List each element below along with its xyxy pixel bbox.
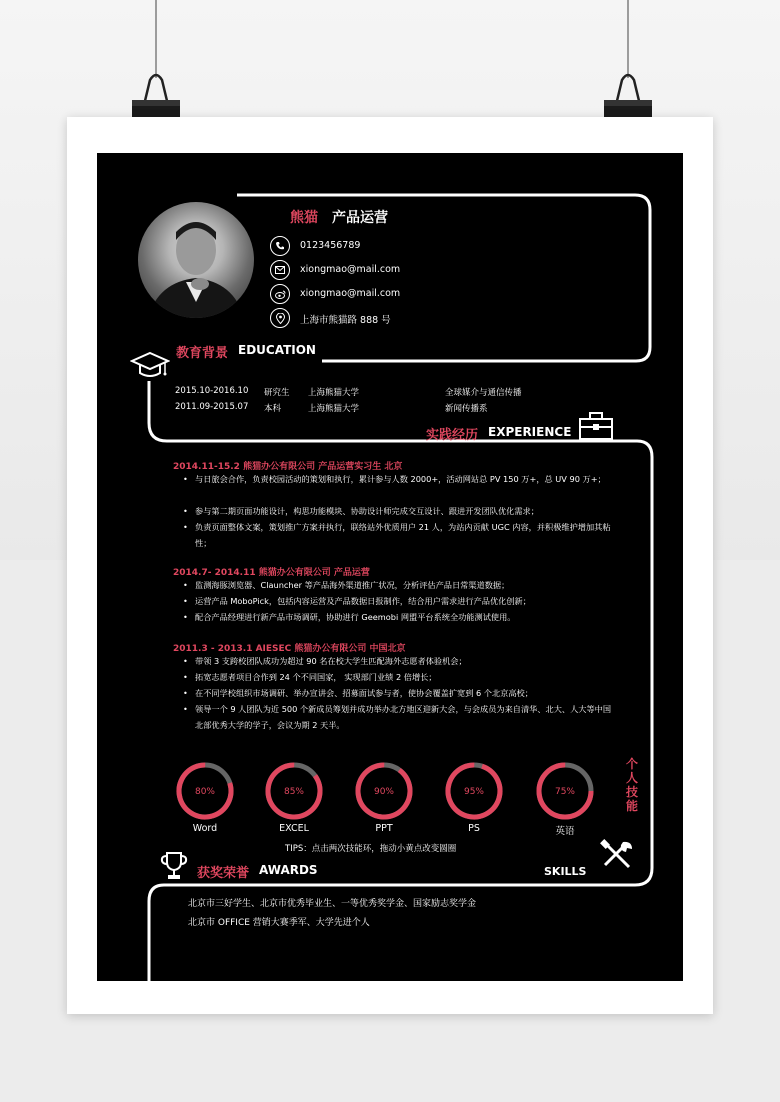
contact-weibo: xiongmao@mail.com bbox=[300, 288, 401, 299]
skill-ring-2[interactable] bbox=[348, 755, 421, 828]
skill-label: PS bbox=[468, 823, 480, 834]
profile-name: 熊猫 bbox=[290, 210, 318, 226]
edu-school-2: 上海熊猫大学 bbox=[308, 404, 360, 414]
location-icon bbox=[270, 308, 290, 328]
binder-clip-right bbox=[602, 0, 654, 135]
skill-percent: 95% bbox=[463, 787, 485, 797]
skills-tips[interactable]: TIPS：点击两次技能环，拖动小黄点改变圆圈 bbox=[285, 844, 457, 854]
job-header-2: 2014.7- 2014.11 熊猫办公有限公司 产品运营 bbox=[173, 568, 370, 578]
mail-icon bbox=[270, 260, 290, 280]
skill-rings bbox=[97, 753, 683, 833]
graduation-cap-icon bbox=[130, 351, 170, 383]
awards-title-cn: 获奖荣誉 bbox=[197, 866, 250, 881]
job2-bullet-3: • 配合产品经理进行新产品市场调研，协助进行 Geemobi 网盟平台系统全功能测试使用。 bbox=[183, 612, 516, 622]
skill-ring-3[interactable] bbox=[441, 758, 507, 824]
skills-title-cn: 个人技能 bbox=[625, 757, 638, 813]
edu-major-2: 新闻传播系 bbox=[445, 404, 488, 414]
skill-ring-4[interactable] bbox=[539, 765, 591, 817]
edu-school-1: 上海熊猫大学 bbox=[308, 388, 360, 398]
edu-period-1: 2015.10-2016.10 bbox=[175, 386, 249, 396]
job3-bullet-4: • 领导一个 9 人团队为近 500 个新成员筹划并成功举办北方地区迎新大会，与会成员为来自清华、北大、人大等中国北部优秀大学的学子，会议为期 2 天半。 bbox=[183, 704, 612, 730]
edu-major-1: 全球媒介与通信传播 bbox=[445, 388, 522, 398]
phone-icon bbox=[270, 236, 290, 256]
avatar bbox=[138, 202, 254, 318]
education-title-en: EDUCATION bbox=[238, 343, 316, 357]
job3-bullet-1: • 带领 3 支跨校团队成功为超过 90 名在校大学生匹配海外志愿者体验机会； bbox=[183, 656, 467, 666]
job2-bullet-1: • 监测海豚浏览器、Clauncher 等产品海外渠道推广状况，分析评估产品日常渠道数据； bbox=[183, 580, 510, 590]
resume bbox=[97, 153, 683, 981]
tools-icon bbox=[599, 839, 637, 871]
skill-percent: 90% bbox=[373, 787, 395, 797]
skill-label: EXCEL bbox=[279, 823, 309, 834]
contact-phone: 0123456789 bbox=[300, 240, 361, 251]
award-line-2: 北京市 OFFICE 营销大赛季军、大学先进个人 bbox=[188, 918, 370, 928]
skill-percent: 80% bbox=[194, 787, 216, 797]
job1-bullet-2: • 参与第二期页面功能设计，构思功能模块、协助设计师完成交互设计、跟进开发团队优化需求； bbox=[183, 506, 539, 516]
skill-label: PPT bbox=[375, 823, 393, 834]
contact-email: xiongmao@mail.com bbox=[300, 264, 401, 275]
job1-bullet-3: • 负责页面整体文案，策划推广方案并执行，联络站外优质用户 21 人，为站内贡献 UGC 内容，并积极维护增加其粘性； bbox=[183, 522, 611, 548]
job-header-3: 2011.3 - 2013.1 AIESEC 熊猫办公有限公司 中国北京 bbox=[173, 644, 406, 654]
awards-title-en: AWARDS bbox=[259, 863, 318, 877]
skill-percent: 75% bbox=[554, 787, 576, 797]
experience-title-cn: 实践经历 bbox=[426, 428, 479, 443]
profile-role: 产品运营 bbox=[332, 210, 388, 226]
skills-title-en: SKILLS bbox=[544, 865, 587, 878]
job3-bullet-2: • 拓宽志愿者项目合作到 24 个不同国家， 实现部门业绩 2 倍增长； bbox=[183, 672, 437, 682]
job2-bullet-2: • 运营产品 MoboPick，包括内容运营及产品数据日报制作，结合用户需求进行产品优化创新； bbox=[183, 596, 531, 606]
skill-ring-1[interactable] bbox=[258, 755, 331, 828]
skill-ring-0[interactable] bbox=[172, 758, 238, 824]
skill-label: 英语 bbox=[555, 826, 575, 837]
edu-degree-1: 研究生 bbox=[264, 388, 290, 398]
briefcase-icon bbox=[578, 411, 614, 441]
award-line-1: 北京市三好学生、北京市优秀毕业生、一等优秀奖学金、国家励志奖学金 bbox=[188, 899, 477, 909]
job1-bullet-1: • 与日旅会合作，负责校园活动的策划和执行，累计参与人数 2000+，活动网站总 PV 150 万+，总 UV 90 万+； bbox=[183, 474, 606, 484]
weibo-icon bbox=[270, 284, 290, 304]
education-title-cn: 教育背景 bbox=[176, 346, 229, 361]
binder-clip-left bbox=[130, 0, 182, 135]
skill-percent: 85% bbox=[283, 787, 305, 797]
person-photo-icon bbox=[138, 202, 254, 318]
contact-address: 上海市熊猫路 888 号 bbox=[300, 315, 391, 326]
experience-title-en: EXPERIENCE bbox=[488, 425, 572, 439]
trophy-icon bbox=[158, 850, 190, 882]
job-header-1: 2014.11-15.2 熊猫办公有限公司 产品运营实习生 北京 bbox=[173, 462, 403, 472]
job3-bullet-3: • 在不同学校组织市场调研、举办宣讲会、招募面试参与者，使协会覆盖扩宽到 6 个北京高校； bbox=[183, 688, 533, 698]
edu-period-2: 2011.09-2015.07 bbox=[175, 402, 249, 412]
edu-degree-2: 本科 bbox=[264, 404, 282, 414]
skill-label: Word bbox=[192, 823, 218, 834]
